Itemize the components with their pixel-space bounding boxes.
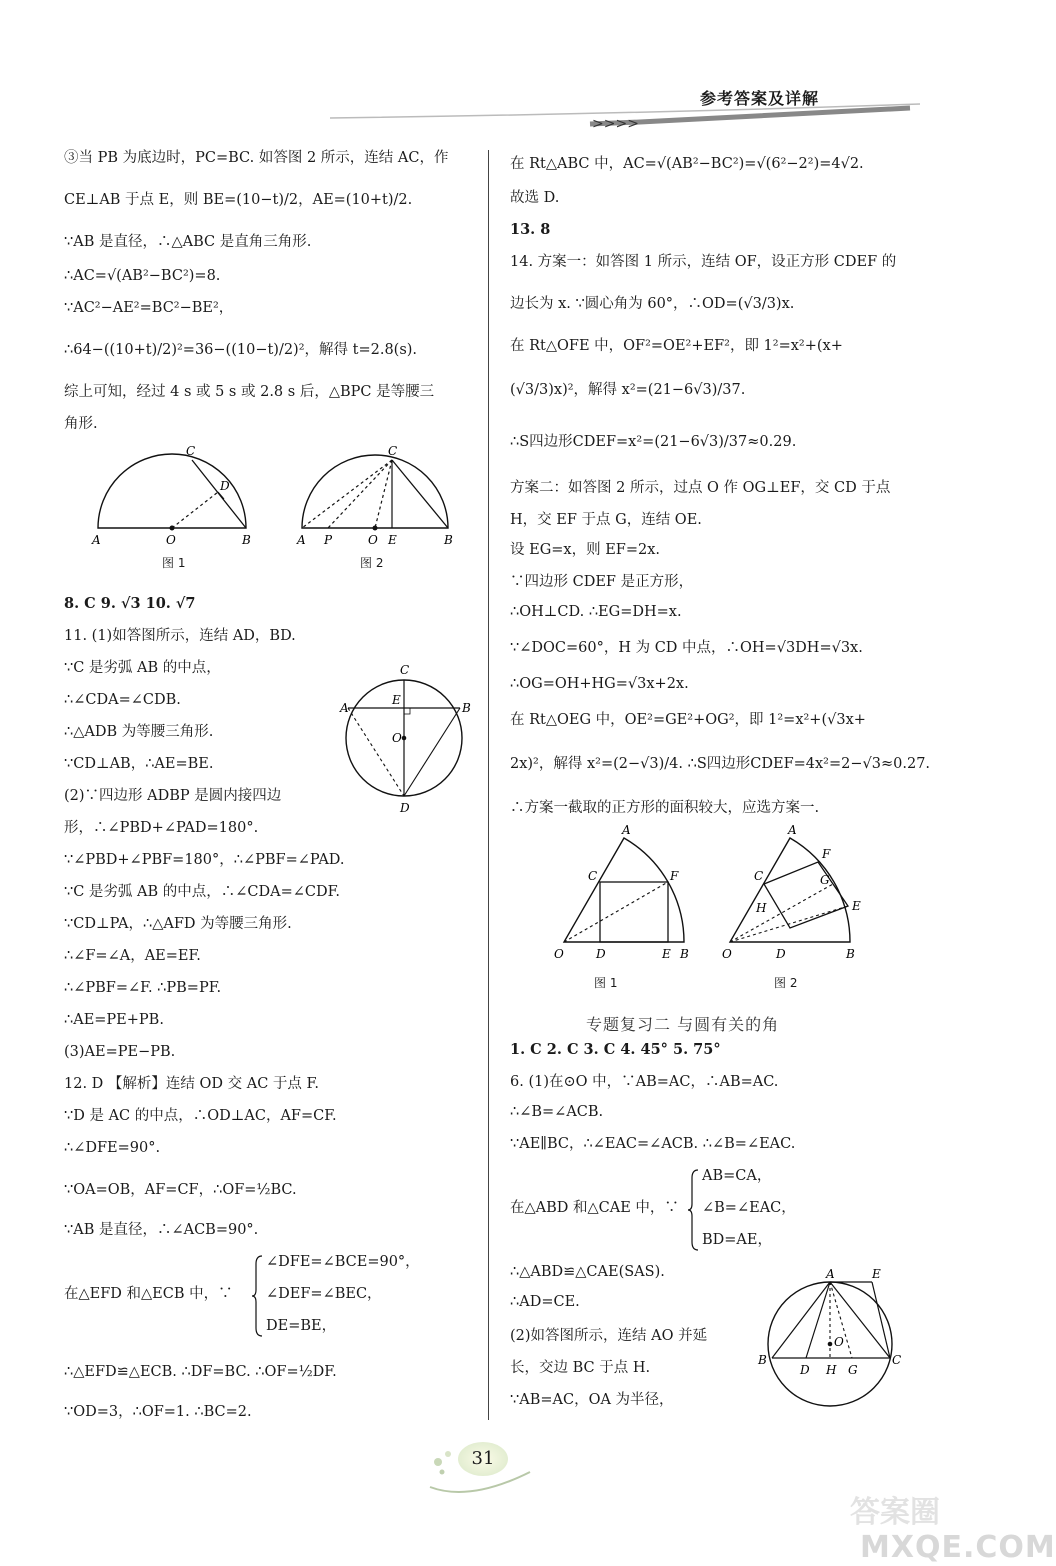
svg-text:P: P xyxy=(324,533,333,547)
text-line: (2)∵四边形 ADBP 是圆内接四边 xyxy=(64,788,282,804)
text-line: ∵∠PBD+∠PBF=180°，∴∠PBF=∠PAD. xyxy=(64,852,345,868)
text-line: ∵AB 是直径，∴∠ACB=90°. xyxy=(64,1222,259,1238)
page-number: 31 xyxy=(458,1442,508,1476)
svg-text:D: D xyxy=(400,801,410,815)
svg-text:A: A xyxy=(788,823,797,837)
answer-line: 8. C 9. √3 10. √7 xyxy=(64,595,196,612)
text-line: CE⊥AB 于点 E，则 BE=(10−t)/2，AE=(10+t)/2. xyxy=(64,192,413,208)
text-line: ∴S四边形CDEF=x²=(21−6√3)/37≈0.29. xyxy=(510,434,797,450)
svg-text:O: O xyxy=(554,947,564,961)
svg-text:O: O xyxy=(834,1335,844,1349)
svg-text:D: D xyxy=(220,479,230,493)
text-line: ∴∠PBF=∠F. ∴PB=PF. xyxy=(64,980,222,996)
brace-icon xyxy=(688,1168,700,1252)
section-title: 专题复习二 与圆有关的角 xyxy=(586,1015,780,1034)
header-rule xyxy=(330,104,920,134)
text-line: 在△ABD 和△CAE 中，∵ xyxy=(510,1200,679,1216)
caption-q14-fig2: 图 2 xyxy=(774,976,798,990)
brace-line: AB=CA， xyxy=(702,1168,772,1184)
text-line: 综上可知，经过 4 s 或 5 s 或 2.8 s 后，△BPC 是等腰三 xyxy=(64,384,435,400)
svg-text:O: O xyxy=(368,533,378,547)
svg-text:>>>>: >>>> xyxy=(592,116,639,132)
text-line: ③当 PB 为底边时，PC=BC. 如答图 2 所示，连结 AC，作 xyxy=(64,150,449,166)
brace-icon xyxy=(252,1254,264,1338)
brace-line: DE=BE， xyxy=(266,1318,337,1334)
text-line: ∴OH⊥CD. ∴EG=DH=x. xyxy=(510,604,682,620)
text-line: ∴△ABD≌△CAE(SAS). xyxy=(510,1264,665,1280)
svg-text:A: A xyxy=(340,701,349,715)
text-line: 14. 方案一：如答图 1 所示，连结 OF，设正方形 CDEF 的 xyxy=(510,254,897,270)
svg-text:H: H xyxy=(826,1363,837,1377)
text-line: ∴方案一截取的正方形的面积较大，应选方案一. xyxy=(510,800,820,816)
brace-group-right xyxy=(688,1166,888,1256)
svg-text:D: D xyxy=(596,947,606,961)
text-line: ∵CD⊥AB，∴AE=BE. xyxy=(64,756,214,772)
text-line: ∵四边形 CDEF 是正方形， xyxy=(510,574,694,590)
text-line: 故选 D. xyxy=(510,190,560,206)
svg-text:E: E xyxy=(872,1267,881,1281)
text-line: ∴△EFD≌△ECB. ∴DF=BC. ∴OF=½DF. xyxy=(64,1364,337,1380)
svg-text:E: E xyxy=(852,899,861,913)
svg-text:F: F xyxy=(670,869,679,883)
svg-text:答案圈: 答案圈 xyxy=(850,1495,940,1530)
brace-line: ∠DFE=∠BCE=90°， xyxy=(266,1254,420,1270)
svg-text:A: A xyxy=(297,533,306,547)
svg-text:C: C xyxy=(186,444,196,458)
answer-line: 1. C 2. C 3. C 4. 45° 5. 75° xyxy=(510,1041,721,1058)
text-line: ∵C 是劣弧 AB 的中点， xyxy=(64,660,221,676)
brace-line: ∠B=∠EAC， xyxy=(702,1200,796,1216)
text-line: ∴OG=OH+HG=√3x+2x. xyxy=(510,676,689,692)
text-line: ∴∠F=∠A，AE=EF. xyxy=(64,948,201,964)
text-line: 2x)²，解得 x²=(2−√3)/4. ∴S四边形CDEF=4x²=2−√3≈0.27. xyxy=(510,756,931,772)
text-line: 在 Rt△OEG 中，OE²=GE²+OG²，即 1²=x²+(√3x+ xyxy=(510,712,866,728)
text-line: 方案二：如答图 2 所示，过点 O 作 OG⊥EF，交 CD 于点 xyxy=(510,480,891,496)
watermark-text: MXQE.COM xyxy=(860,1530,1056,1565)
text-line: ∵OD=3，∴OF=1. ∴BC=2. xyxy=(64,1404,252,1420)
svg-text:D: D xyxy=(800,1363,810,1377)
text-line: 在 Rt△ABC 中，AC=√(AB²−BC²)=√(6²−2²)=4√2. xyxy=(510,156,864,172)
svg-text:B: B xyxy=(242,533,251,547)
text-line: 11. (1)如答图所示，连结 AD，BD. xyxy=(64,628,296,644)
text-line: ∵AB 是直径，∴△ABC 是直角三角形. xyxy=(64,234,312,250)
text-line: ∵AB=AC，OA 为半径， xyxy=(510,1392,674,1408)
svg-text:F: F xyxy=(822,847,831,861)
caption-fig1: 图 1 xyxy=(162,556,186,570)
text-line: (√3/3)x)²，解得 x²=(21−6√3)/37. xyxy=(510,382,746,398)
text-line: ∴AD=CE. xyxy=(510,1294,580,1310)
brace-group-left xyxy=(252,1252,452,1342)
text-line: ∵D 是 AC 的中点，∴OD⊥AC，AF=CF. xyxy=(64,1108,337,1124)
svg-text:B: B xyxy=(758,1353,767,1367)
text-line: ∴△ADB 为等腰三角形. xyxy=(64,724,214,740)
svg-text:O: O xyxy=(392,731,402,745)
svg-text:O: O xyxy=(722,947,732,961)
text-line: 在△EFD 和△ECB 中，∵ xyxy=(64,1286,233,1302)
text-line: ∵CD⊥PA，∴△AFD 为等腰三角形. xyxy=(64,916,292,932)
svg-text:C: C xyxy=(388,444,398,458)
text-line: ∴AE=PE+PB. xyxy=(64,1012,164,1028)
svg-text:B: B xyxy=(444,533,453,547)
svg-text:C: C xyxy=(754,869,764,883)
text-line: 在 Rt△OFE 中，OF²=OE²+EF²，即 1²=x²+(x+ xyxy=(510,338,843,354)
text-line: ∴∠DFE=90°. xyxy=(64,1140,161,1156)
text-line: 形，∴∠PBD+∠PAD=180°. xyxy=(64,820,259,836)
text-line: ∵AC²−AE²=BC²−BE²， xyxy=(64,300,234,316)
brace-line: BD=AE， xyxy=(702,1232,772,1248)
svg-text:D: D xyxy=(776,947,786,961)
svg-text:A: A xyxy=(622,823,631,837)
figure-semicircles xyxy=(92,440,472,570)
figure-circle-q11 xyxy=(338,656,478,816)
text-line: ∵C 是劣弧 AB 的中点，∴∠CDA=∠CDF. xyxy=(64,884,341,900)
svg-text:B: B xyxy=(462,701,471,715)
svg-text:B: B xyxy=(846,947,855,961)
text-line: 6. (1)在⊙O 中，∵AB=AC，∴AB=AC. xyxy=(510,1074,779,1090)
text-line: (3)AE=PE−PB. xyxy=(64,1044,176,1060)
svg-text:A: A xyxy=(826,1267,835,1281)
text-line: ∴AC=√(AB²−BC²)=8. xyxy=(64,268,221,284)
caption-fig2: 图 2 xyxy=(360,556,384,570)
brace-line: ∠DEF=∠BEC， xyxy=(266,1286,382,1302)
column-divider xyxy=(488,150,489,1420)
text-line: 长，交边 BC 于点 H. xyxy=(510,1360,651,1376)
figure-circle-q6 xyxy=(754,1260,914,1410)
text-line: ∵∠DOC=60°，H 为 CD 中点，∴OH=√3DH=√3x. xyxy=(510,640,863,656)
svg-text:G: G xyxy=(848,1363,858,1377)
text-line: (2)如答图所示，连结 AO 并延 xyxy=(510,1328,708,1344)
svg-text:O: O xyxy=(166,533,176,547)
text-line: 12. D 【解析】连结 OD 交 AC 于点 F. xyxy=(64,1076,319,1092)
svg-text:A: A xyxy=(92,533,101,547)
text-line: 设 EG=x，则 EF=2x. xyxy=(510,542,661,558)
text-line: H，交 EF 于点 G，连结 OE. xyxy=(510,512,702,528)
svg-text:H: H xyxy=(756,901,767,915)
svg-text:C: C xyxy=(892,1353,902,1367)
text-line: 角形. xyxy=(64,416,98,432)
figure-q14 xyxy=(550,824,870,994)
text-line: ∴∠CDA=∠CDB. xyxy=(64,692,181,708)
page-header-title: 参考答案及详解 xyxy=(700,89,820,108)
text-line: 边长为 x. ∵圆心角为 60°，∴OD=(√3/3)x. xyxy=(510,296,795,312)
caption-q14-fig1: 图 1 xyxy=(594,976,618,990)
svg-text:C: C xyxy=(400,663,410,677)
text-line: ∵AE∥BC，∴∠EAC=∠ACB. ∴∠B=∠EAC. xyxy=(510,1136,796,1152)
svg-text:E: E xyxy=(388,533,397,547)
svg-text:E: E xyxy=(662,947,671,961)
svg-text:C: C xyxy=(588,869,598,883)
text-line: ∵OA=OB，AF=CF，∴OF=½BC. xyxy=(64,1182,297,1198)
svg-text:B: B xyxy=(680,947,689,961)
svg-text:E: E xyxy=(392,693,401,707)
semicircle-diagrams xyxy=(92,440,472,570)
text-line: ∴∠B=∠ACB. xyxy=(510,1104,604,1120)
svg-text:G: G xyxy=(820,873,830,887)
answer-line: 13. 8 xyxy=(510,221,551,238)
text-line: ∴64−((10+t)/2)²=36−((10−t)/2)²，解得 t=2.8(s). xyxy=(64,342,418,358)
